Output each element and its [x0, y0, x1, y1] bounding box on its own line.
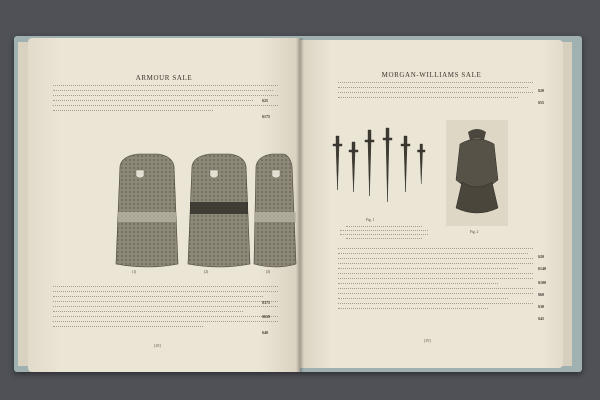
dagger-guard-2 — [349, 150, 358, 152]
armour-breastplate — [456, 139, 498, 189]
heraldic-shield-icon — [136, 170, 144, 178]
left-price-2: $175 — [262, 114, 270, 119]
right-price-4: $140 — [538, 266, 546, 271]
left-page — [28, 38, 300, 372]
dagger-caption — [336, 224, 432, 241]
right-price-3: $20 — [538, 254, 544, 259]
left-price-3: $375 — [262, 300, 270, 305]
dagger-guard-1 — [333, 144, 342, 146]
right-price-8: $45 — [538, 316, 544, 321]
left-price-1: $25 — [262, 98, 268, 103]
book-gutter — [296, 38, 304, 372]
tabard-1-band — [118, 212, 176, 222]
figure-label-2: (2) — [204, 270, 209, 274]
armour-gorget — [468, 129, 486, 140]
daggers-figure — [300, 40, 563, 368]
dagger-guard-5 — [401, 144, 410, 146]
heraldic-shield-icon — [272, 170, 280, 178]
left-price-5: $40 — [262, 330, 268, 335]
left-page-header: ARMOUR SALE — [135, 74, 193, 82]
right-price-1: $20 — [538, 88, 544, 93]
dagger-figure-label: Fig. 1 — [366, 218, 375, 222]
right-page — [300, 40, 563, 368]
right-price-6: $60 — [538, 292, 544, 297]
dagger-guard-6 — [418, 150, 426, 152]
heraldic-shield-icon — [210, 170, 218, 178]
right-page-bottom-text — [338, 246, 533, 312]
dagger-guard-4 — [383, 138, 392, 140]
right-folio: [29] — [424, 338, 431, 343]
figure-label-3: (3) — [266, 270, 271, 274]
right-price-5: $100 — [538, 280, 546, 285]
right-price-7: $30 — [538, 304, 544, 309]
left-folio: [28] — [154, 343, 161, 348]
armour-figure-label: Fig. 2 — [470, 230, 479, 234]
left-page-bottom-text — [53, 284, 278, 330]
right-page-header: MORGAN-WILLIAMS SALE — [381, 71, 482, 79]
right-price-2: $55 — [538, 100, 544, 105]
left-price-4: $650 — [262, 314, 270, 319]
dagger-guard-3 — [365, 140, 374, 142]
tabard-1 — [116, 154, 178, 267]
tabard-2-band — [190, 202, 248, 214]
dagger-2 — [352, 142, 355, 192]
figure-label-1: (1) — [132, 270, 137, 274]
tabard-3-band — [254, 212, 296, 222]
